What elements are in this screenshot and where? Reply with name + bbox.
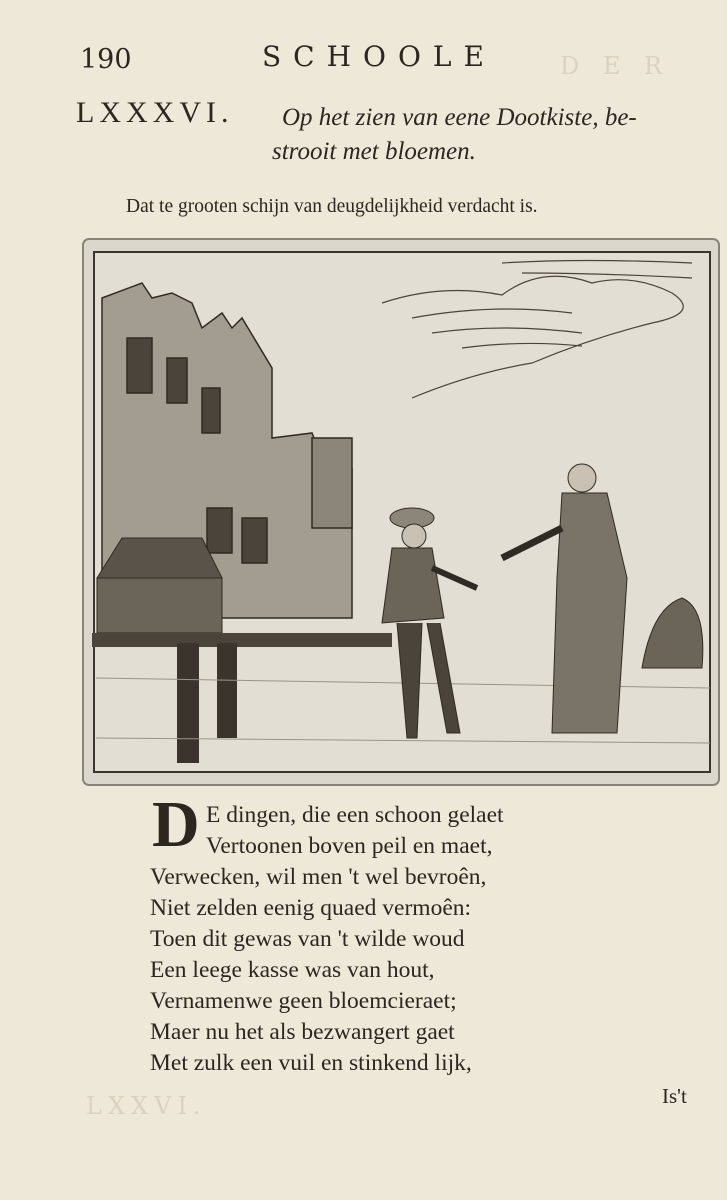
page-number: 190 xyxy=(80,44,132,75)
poem-line: Verwecken, wil men 't wel bevroên, xyxy=(150,864,487,890)
chapter-title-line-1: Op het zien van eene Dootkiste, be- xyxy=(282,104,637,131)
bleed-through-text: LXXVI. xyxy=(86,1092,207,1120)
poem-line: Vernamenwe geen bloemcieraet; xyxy=(150,988,457,1014)
poem-line: Maer nu het als bezwangert gaet xyxy=(150,1019,455,1045)
poem-line: Toen dit gewas van 't wilde woud xyxy=(150,926,465,952)
engraving-illustration xyxy=(82,238,720,786)
drop-cap: D xyxy=(152,788,200,861)
catchword: Is't xyxy=(662,1084,687,1108)
chapter-title-line-2: strooit met bloemen. xyxy=(272,138,476,165)
poem-line: Met zulk een vuil en stinkend lijk, xyxy=(150,1050,472,1076)
chapter-numeral: LXXXVI. xyxy=(76,96,234,129)
poem xyxy=(150,800,504,1079)
poem-line: Een leege kasse was van hout, xyxy=(150,957,435,983)
poem-line: Niet zelden eenig quaed vermoên: xyxy=(150,895,472,921)
bleed-through-text: D E R xyxy=(560,52,671,80)
poem-line: Vertoonen boven peil en maet, xyxy=(206,833,493,859)
poem-line: E dingen, die een schoon gelaet xyxy=(206,802,504,828)
running-title: SCHOOLE xyxy=(262,40,496,73)
chapter-motto: Dat te grooten schijn van deugdelijkheid verdacht is. xyxy=(126,196,538,217)
